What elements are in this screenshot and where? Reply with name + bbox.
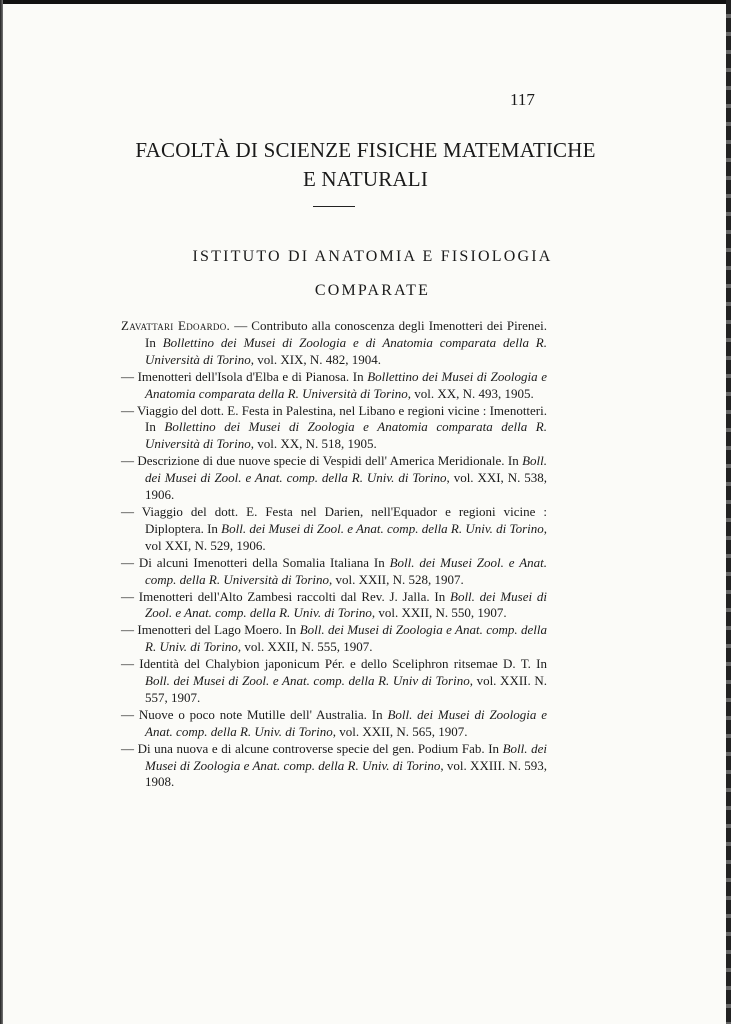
entry-text: — Viaggio del dott. E. Festa in Palestina, nel Libano e regioni vicine : Imenotteri. In	[121, 402, 547, 435]
entry-journal: Bollettino dei Musei di Zoologia e Anatomia comparata della R. Università di Torino	[145, 419, 547, 452]
bibliography-entry	[121, 453, 547, 504]
entry-citation: , vol. XXII, N. 550, 1907.	[371, 605, 507, 621]
entry-text: — Di alcuni Imenotteri della Somalia Italiana In	[121, 554, 390, 570]
bibliography-entry	[121, 555, 547, 589]
section-title-line-2: E NATURALI	[302, 167, 429, 191]
entry-citation: , vol. XX, N. 518, 1905.	[250, 436, 377, 452]
institute-title-line-1: ISTITUTO DI ANATOMIA E FISIOLOGIA	[192, 248, 553, 265]
title-divider	[313, 206, 355, 207]
entry-text: — Nuove o poco note Mutille dell' Australia. In	[121, 706, 388, 722]
entry-journal: Boll. dei Musei di Zool. e Anat. comp. della R. Univ. di Torino	[145, 588, 547, 621]
entry-journal: Boll. dei Musei di Zoologia e Anat. comp. della R. Univ. di Torino	[145, 706, 548, 739]
bibliography-entry	[121, 622, 547, 656]
section-title-line-1: FACOLTÀ DI SCIENZE FISICHE MATEMATICHE	[135, 138, 596, 162]
entry-journal: Boll. dei Musei Zool. e Anat. comp. della R. Università di Torino	[145, 554, 547, 587]
entry-citation: , vol. XXII, N. 565, 1907.	[332, 723, 468, 739]
bibliography-entry	[121, 741, 547, 792]
entry-text: — Imenotteri dell'Isola d'Elba e di Pianosa. In	[121, 368, 368, 384]
entry-text: — Viaggio del dott. E. Festa nel Darien, nell'Equador e regioni vicine : Diploptera. In	[121, 503, 547, 536]
bibliography-list	[121, 318, 547, 791]
entry-text: — Identità del Chalybion japonicum Pér. e dello Sceliphron ritsemae D. T. In	[121, 656, 547, 672]
page-number: 117	[510, 90, 535, 109]
entry-citation: , vol XXI, N. 529, 1906.	[145, 520, 547, 553]
institute-title	[0, 240, 731, 308]
bibliography-entry	[121, 707, 547, 741]
entry-journal: Boll. dei Musei di Zool. e Anat. comp. della R. Univ di Torino	[145, 673, 470, 689]
entry-citation: , vol. XXI, N. 538, 1906.	[145, 470, 547, 503]
bibliography-entry	[121, 656, 547, 707]
entry-citation: , vol. XXII. N. 557, 1907.	[145, 673, 547, 705]
entry-journal: Boll. dei Musei di Zool. e Anat. comp. della R. Univ. di Torino	[221, 520, 544, 536]
entry-citation: , vol. XXII, N. 528, 1907.	[329, 571, 464, 587]
entry-citation: , vol. XIX, N. 482, 1904.	[250, 351, 382, 367]
entry-journal: Bollettino dei Musei di Zoologia e Anatomia comparata della R. Università di Torino	[145, 368, 547, 401]
entry-text: — Imenotteri dell'Alto Zambesi raccolti dal Rev. J. Jalla. In	[121, 588, 450, 604]
bibliography-entry	[121, 318, 547, 369]
entry-journal: Boll. dei Musei di Zool. e Anat. comp. della R. Univ. di Torino	[145, 453, 547, 486]
entry-text: — Di una nuova e di alcune controverse specie del gen. Podium Fab. In	[121, 740, 503, 756]
scan-top-edge	[0, 0, 731, 4]
bibliography-entry	[121, 403, 547, 454]
entry-author: Zavattari Edoardo.	[121, 318, 231, 333]
entry-journal: Boll. dei Musei di Zoologia e Anat. comp. della R. Univ. di Torino	[145, 622, 547, 655]
entry-journal: Bollettino dei Musei di Zoologia e di Anatomia comparata della R. Università di Torino	[145, 334, 547, 367]
institute-title-line-2: COMPARATE	[314, 282, 431, 299]
bibliography-entry	[121, 589, 547, 623]
bibliography-entry	[121, 504, 547, 555]
entry-text: — Imenotteri del Lago Moero. In	[121, 622, 300, 638]
entry-citation: , vol. XXII, N. 555, 1907.	[237, 639, 373, 655]
entry-citation: , vol. XX, N. 493, 1905.	[407, 385, 534, 401]
entry-text: — Descrizione di due nuove specie di Vespidi dell' America Meridionale. In	[121, 453, 523, 469]
entry-citation: , vol. XXIII. N. 593, 1908.	[145, 757, 548, 790]
section-title	[0, 136, 731, 194]
entry-text: — Contributo alla conoscenza degli Imenotteri dei Pirenei. In	[145, 318, 547, 350]
entry-journal: Boll. dei Musei di Zoologia e Anat. comp. della R. Univ. di Torino	[145, 740, 547, 773]
bibliography-entry	[121, 369, 547, 403]
